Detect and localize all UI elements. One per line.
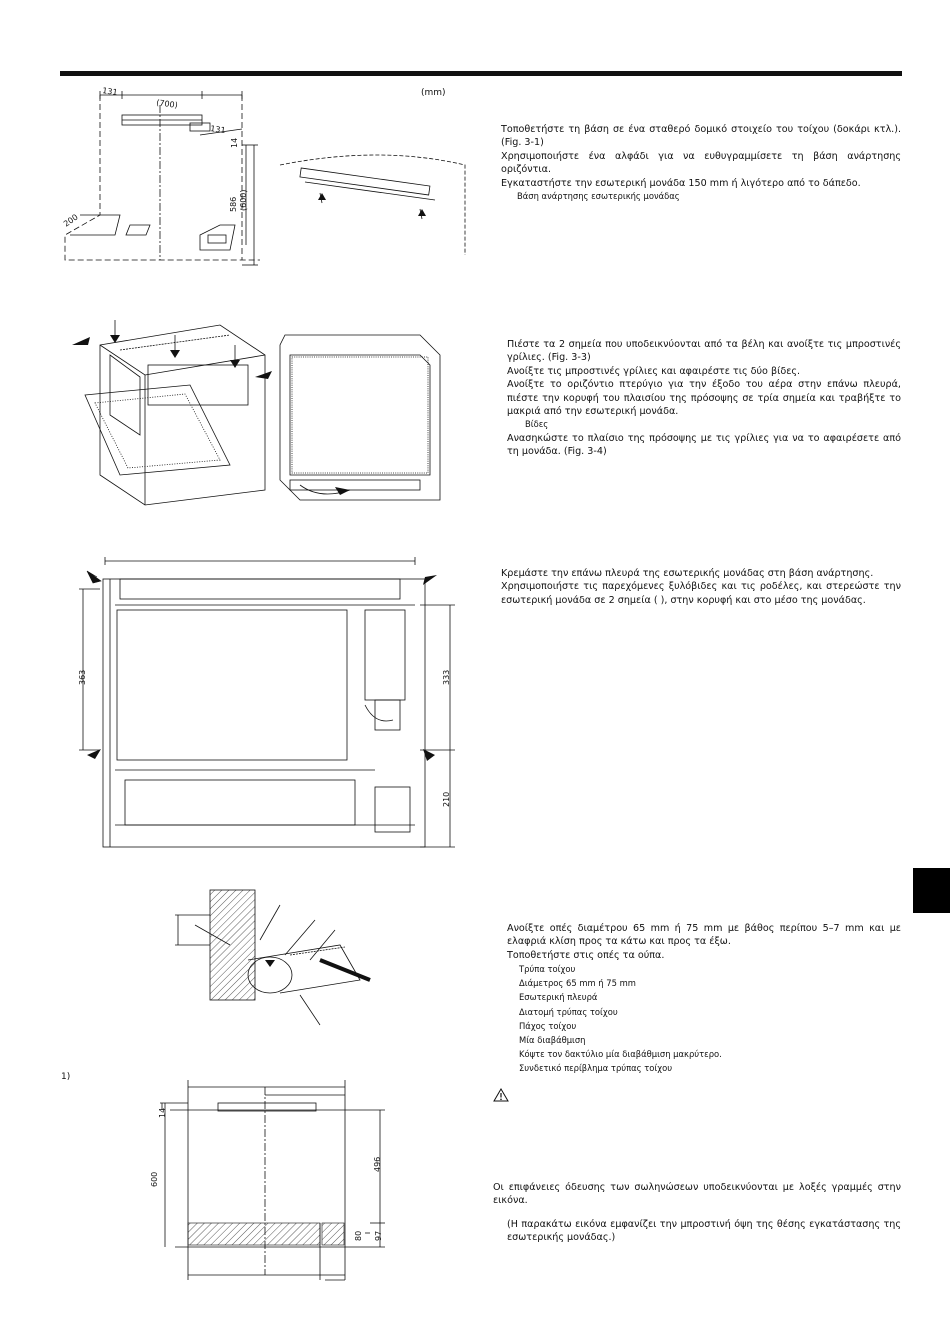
dim-333: 333 bbox=[442, 669, 451, 685]
s2-p2: Ανοίξτε τις μπροστινές γρίλιες και αφαιρέστε τις δύο βίδες. bbox=[507, 365, 801, 377]
figure-piping-area bbox=[140, 1075, 405, 1285]
s2-p3: Ανοίξτε το οριζόντιο πτερύγιο για την έξοδο του αέρα στην επάνω πλευρά, πιέστε την κορυφή του πλαισίου της πρόσοψης σε τρία σημεία και τραβήξτε το μακριά από την εσωτερική μονάδα. bbox=[507, 379, 901, 418]
dim-586: 586 bbox=[229, 196, 238, 212]
figure-wall-hole bbox=[170, 885, 390, 1035]
dim-600: (600) bbox=[239, 189, 248, 211]
s2-p4: Ανασηκώστε το πλαίσιο της πρόσοψης με τις γρίλιες για να το αφαιρέσετε από τη μονάδα. (Fig. 3-4) bbox=[507, 432, 901, 458]
legend-item: Κόψτε τον δακτύλιο μία διαβάθμιση μακρύτερο. bbox=[519, 1049, 722, 1060]
f5-dim-496: 496 bbox=[373, 1156, 382, 1172]
dim-200: 200 bbox=[61, 212, 80, 229]
dim-700: (700) bbox=[155, 98, 179, 110]
language-tab bbox=[913, 868, 950, 913]
header-rule bbox=[60, 71, 902, 76]
legend-item: Συνδετικό περίβλημα τρύπας τοίχου bbox=[519, 1063, 673, 1074]
s2-p1: Πιέστε τα 2 σημεία που υποδεικνύονται από τα βέλη και ανοίξτε τις μπροστινές γρίλιες. (Fig. 3-3) bbox=[507, 339, 901, 364]
legend-item: Διάμετρος 65 mm ή 75 mm bbox=[519, 978, 636, 989]
section-5-text bbox=[493, 1181, 901, 1245]
dim-363: 363 bbox=[78, 669, 87, 685]
figure-front-panel bbox=[60, 315, 480, 510]
section-4-text bbox=[507, 922, 901, 962]
figure-prefix: 1) bbox=[61, 1072, 71, 1082]
figure-unit-fixing bbox=[75, 555, 475, 855]
s2-legend: Βίδες bbox=[525, 419, 549, 430]
wall-hole-legend bbox=[519, 962, 899, 1076]
s5-p2: (Η παρακάτω εικόνα εμφανίζει την μπροστινή όψη της θέσης εγκατάστασης της εσωτερικής μονάδας.) bbox=[507, 1218, 901, 1244]
unit-note: (mm) bbox=[421, 88, 446, 98]
legend-item: Εσωτερική πλευρά bbox=[519, 992, 598, 1003]
s1-line-2: Χρησιμοποιήστε ένα αλφάδι για να ευθυγραμμίσετε τη βάση ανάρτησης οριζόντια. bbox=[501, 150, 901, 176]
f5-dim-80: 80 bbox=[354, 1230, 363, 1241]
s3-p2: Χρησιμοποιήστε τις παρεχόμενες ξυλόβιδες και τις ροδέλες, και στερεώστε την εσωτερική μονάδα σε 2 σημεία ( ), στην κορυφή και στο μέσο της μονάδας. bbox=[501, 581, 901, 606]
dim-131-left: 131 bbox=[101, 86, 119, 98]
s1-line-3: Εγκαταστήστε την εσωτερική μονάδα 150 mm ή λιγότερο από το δάπεδο. bbox=[501, 177, 861, 189]
section-3-text bbox=[501, 567, 901, 607]
legend-item: Τρύπα τοίχου bbox=[519, 964, 576, 974]
f5-dim-600: 600 bbox=[150, 1171, 159, 1187]
dim-131-right: 131 bbox=[209, 124, 227, 136]
s4-p2: Τοποθετήστε στις οπές τα ούπα. bbox=[507, 949, 665, 961]
s3-p1: Κρεμάστε την επάνω πλευρά της εσωτερικής μονάδας στη βάση ανάρτησης. bbox=[501, 568, 874, 579]
legend-item: Διατομή τρύπας τοίχου bbox=[519, 1006, 618, 1017]
figure-mounting-plate bbox=[60, 85, 470, 285]
legend-item: Μία διαβάθμιση bbox=[519, 1035, 586, 1046]
s1-line-1: Τοποθετήστε τη βάση σε ένα σταθερό δομικό στοιχείο του τοίχου (δοκάρι κτλ.). (Fig. 3-1) bbox=[501, 124, 901, 149]
section-2-text bbox=[507, 338, 901, 459]
s5-p1: Οι επιφάνειες όδευσης των σωληνώσεων υποδεικνύονται με λοξές γραμμές στην εικόνα. bbox=[493, 1182, 901, 1207]
warning-triangle-icon bbox=[493, 1088, 509, 1102]
section-1-text bbox=[501, 123, 901, 203]
dim-14: 14 bbox=[230, 137, 239, 148]
legend-item: Πάχος τοίχου bbox=[519, 1020, 577, 1031]
s4-p1: Ανοίξτε οπές διαμέτρου 65 mm ή 75 mm με βάθος περίπου 5–7 mm και με ελαφριά κλίση προς τα κάτω και προς τα έξω. bbox=[507, 923, 901, 948]
s1-legend: Βάση ανάρτησης εσωτερικής μονάδας bbox=[517, 191, 680, 202]
f5-dim-14: 14 bbox=[158, 1107, 167, 1118]
dim-210: 210 bbox=[442, 791, 451, 807]
f5-dim-97: 97 bbox=[374, 1230, 383, 1241]
